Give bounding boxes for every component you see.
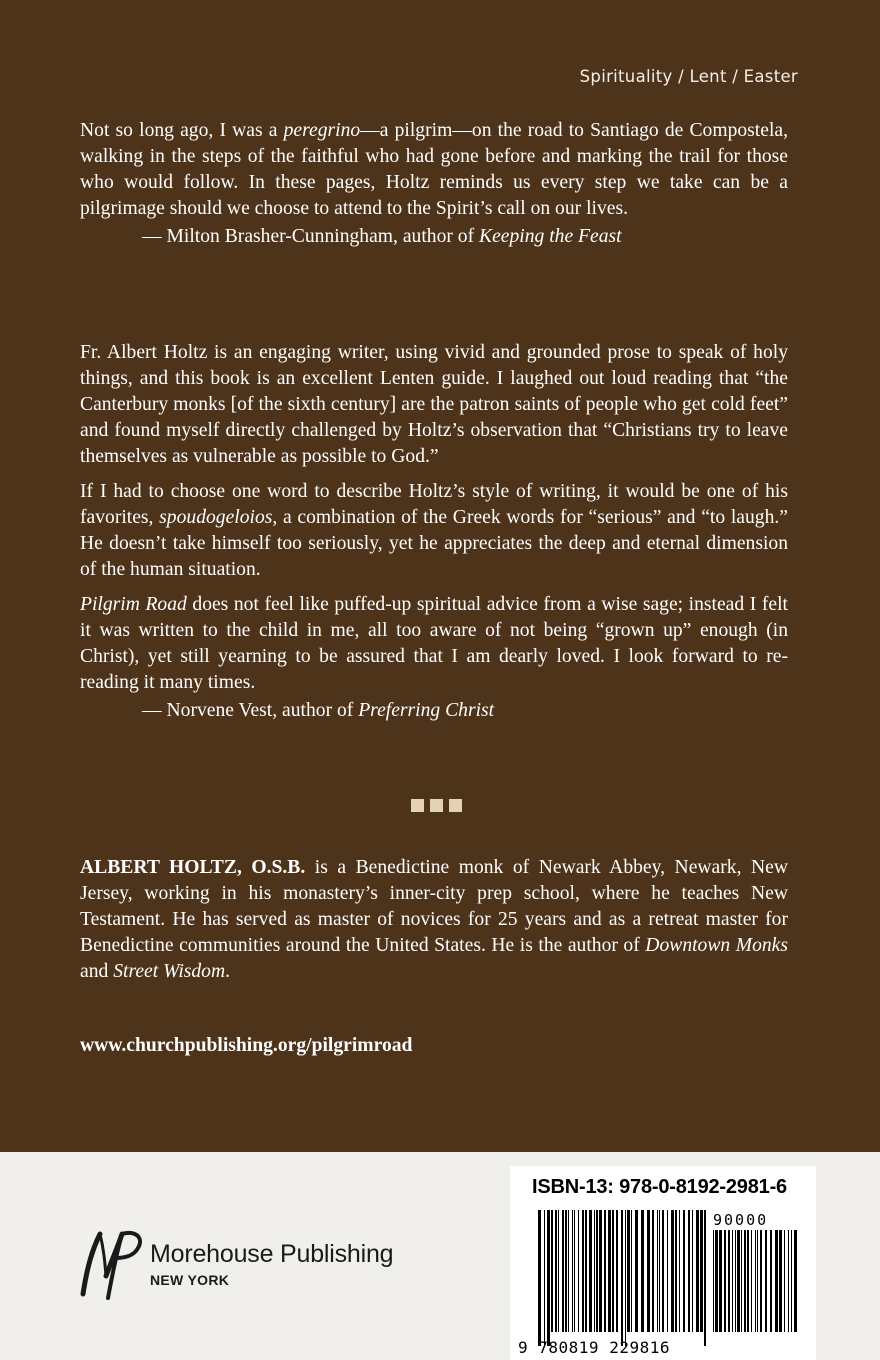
endorsement-1-attribution: — Milton Brasher-Cunningham, author of Keeping the Feast [142,226,622,247]
barcode-bar [715,1230,718,1332]
ean-digits: 9 780819 229816 [518,1338,670,1357]
barcode-bar [704,1210,706,1346]
barcode-bar [757,1230,758,1332]
barcode-bar [635,1210,638,1332]
barcode-bar [582,1210,584,1332]
isbn-barcode [510,1166,816,1360]
barcode-bar [572,1210,573,1332]
price-code: 90000 [713,1211,769,1229]
footer-strip [0,1152,880,1360]
endorsement-1 [80,118,788,250]
author-name: ALBERT HOLTZ, O.S.B. [80,857,306,878]
endorsement-2-para-1: Fr. Albert Holtz is an engaging writer, using vivid and grounded prose to speak of holy things, and this book is an excellent Lenten guide. I laughed out loud reading that “the Canterbury monks [of the sixth century] are the patron saints of people who get cold feet” and found myself directly challenged by Holtz’s observation that “Christians try to leave themselves as vulnerable as possible to God.” [80,342,788,467]
mp-logo-icon [78,1228,144,1300]
barcode-bar [594,1210,595,1332]
barcode-bar [551,1210,553,1332]
endorsement-2-para-2: If I had to choose one word to describe Holtz’s style of writing, it would be one of his favorites, spoudogeloios, a combination of the Greek words for “serious” and “to laugh.” He doesn’t take himself too seriously, yet he appreciates the deep and eternal dimension of the human situation. [80,481,788,580]
barcode-bar [713,1230,714,1332]
barcode-bar [747,1230,749,1332]
barcode-bar [683,1210,685,1332]
barcode-bar [737,1230,740,1332]
barcode-bar [671,1210,674,1332]
barcode-bar [555,1210,557,1332]
barcode-bar [599,1210,602,1332]
barcode-bar [760,1230,762,1332]
barcode-bar [696,1210,699,1332]
barcode-bar [794,1230,797,1332]
barcode-bar [788,1230,789,1332]
barcode-bar [657,1210,658,1332]
barcode-bar [647,1210,650,1332]
barcode-bar [631,1210,632,1332]
barcode-bar [558,1210,559,1332]
endorsement-1-text: Not so long ago, I was a peregrino—a pilgrim—on the road to Santiago de Compostela, walking in the steps of the faithful who had gone before and marking the trail for those who would follow. In these pages, Holtz reminds us every step we take can be a pilgrimage should we choose to attend to the Spirit’s call on our lives. [80,120,788,219]
barcode-bar [770,1230,772,1332]
barcode-bar [667,1210,668,1332]
divider-square [449,799,462,812]
barcode-bar [662,1210,664,1332]
barcode-bar [652,1210,654,1332]
barcode-bar [625,1210,626,1346]
isbn-label: ISBN-13: 978-0-8192-2981-6 [532,1176,787,1198]
barcode-bar [547,1210,550,1346]
divider-square [411,799,424,812]
barcode-bar [621,1210,623,1346]
barcode-bar [568,1210,569,1332]
barcode-bar [659,1210,660,1332]
publisher-city: NEW YORK [150,1272,230,1288]
endorsement-2 [80,340,788,724]
barcode-bar [700,1210,703,1332]
barcode-bar [538,1210,541,1346]
barcode-bar [562,1210,564,1332]
barcode-bar [616,1210,618,1332]
barcode-bar [612,1210,614,1332]
endorsement-2-attribution: — Norvene Vest, author of Preferring Christ [142,700,495,721]
ean-barcode-bars [538,1210,708,1350]
barcode-bar [596,1210,598,1332]
barcode-bar [688,1210,690,1332]
divider-square [430,799,443,812]
barcode-bar [744,1230,746,1332]
barcode-bar [692,1210,693,1332]
website-url[interactable]: www.churchpublishing.org/pilgrimroad [80,1035,413,1056]
barcode-bar [791,1230,792,1332]
barcode-bar [784,1230,785,1332]
barcode-bar [775,1230,778,1332]
barcode-bar [574,1210,575,1332]
endorsement-2-para-3: Pilgrim Road does not feel like puffed-up spiritual advice from a wise sage; instead I felt it was written to the child in me, all too aware of not being “grown up” enough (in Christ), yet still yearning to be assured that I am dearly loved. I look forward to re-reading it many times. [80,594,788,693]
publisher-name: Morehouse Publishing [150,1240,394,1268]
barcode-bar [741,1230,742,1332]
barcode-bar [604,1210,606,1332]
barcode-bar [679,1210,680,1332]
barcode-bar [765,1230,767,1332]
barcode-bar [585,1210,587,1332]
addon-barcode-bars [713,1230,803,1350]
barcode-bar [675,1210,677,1332]
barcode-bar [735,1230,736,1332]
barcode-bar [751,1230,752,1332]
barcode-bar [641,1210,644,1332]
barcode-bar [724,1230,726,1332]
section-divider-ornament [411,799,462,812]
barcode-bar [544,1210,545,1346]
barcode-bar [719,1230,722,1332]
barcode-bar [608,1210,611,1332]
barcode-bar [578,1210,579,1332]
author-bio: ALBERT HOLTZ, O.S.B. is a Benedictine monk of Newark Abbey, Newark, New Jersey, working in his monastery’s inner-city prep school, where he teaches New Testament. He has served as master of novices for 25 years and as a retreat master for Benedictine communities around the United States. He is the author of Downtown Monks and Street Wisdom. [80,857,788,982]
barcode-bar [565,1210,567,1332]
publisher-logo [78,1228,393,1300]
barcode-bar [732,1230,733,1332]
barcode-bar [589,1210,592,1332]
barcode-bar [728,1230,730,1332]
category-label: Spirituality / Lent / Easter [579,67,798,86]
barcode-bar [779,1230,782,1332]
barcode-bar [627,1210,630,1332]
barcode-bar [755,1230,756,1332]
